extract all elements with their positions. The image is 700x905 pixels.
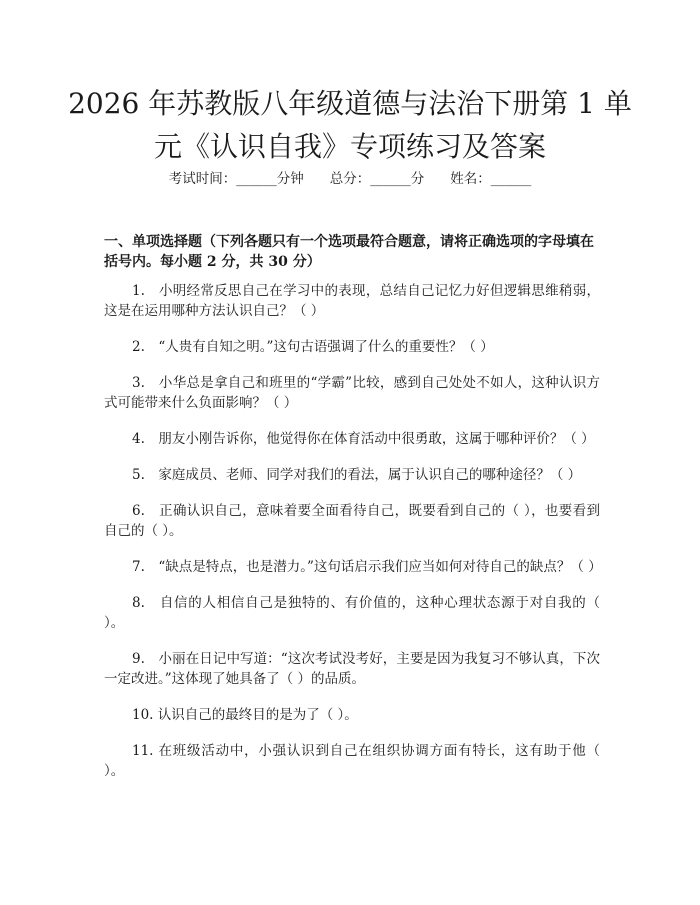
total-score-field: 总分：______分 (329, 171, 425, 187)
question-item: 10. 认识自己的最终目的是为了（ ）。 (132, 707, 358, 723)
title-line-1: 2026 年苏教版八年级道德与法治下册第 1 单 (68, 87, 632, 120)
question-list (104, 281, 600, 797)
document-title (60, 82, 640, 168)
question-item: 11. 在班级活动中，小强认识到自己在组织协调方面有特长，这有助于他（ ）。 (104, 743, 600, 779)
question-item: 9. 小丽在日记中写道：“这次考试没考好，主要是因为我复习不够认真，下次一定改进。”这体现了她具备了（ ）的品质。 (104, 651, 600, 687)
question-item: 4. 朋友小刚告诉你，他觉得你在体育活动中很勇敢，这属于哪种评价？（ ） (132, 431, 595, 447)
question-item: 7. “缺点是特点，也是潜力。”这句话启示我们应当如何对待自己的缺点？（ ） (132, 559, 602, 575)
question-item: 1. 小明经常反思自己在学习中的表现，总结自己记忆力好但逻辑思维稍弱，这是在运用哪种方法认识自己？（ ） (104, 283, 600, 319)
question-item: 8. 自信的人相信自己是独特的、有价值的，这种心理状态源于对自我的（ ）。 (104, 595, 600, 631)
exam-time-field: 考试时间：______分钟 (168, 171, 304, 187)
question-item: 6. 正确认识自己，意味着要全面看待自己，既要看到自己的（ ），也要看到自己的（ ）。 (104, 503, 600, 539)
section-heading: 一、单项选择题（下列各题只有一个选项最符合题意，请将正确选项的字母填在括号内。每小题 2 分，共 30 分） (104, 234, 594, 270)
question-item: 5. 家庭成员、老师、同学对我们的看法，属于认识自己的哪种途径？（ ） (132, 467, 582, 483)
title-line-2: 元《认识自我》专项练习及答案 (153, 130, 546, 163)
name-field: 姓名：______ (450, 171, 532, 187)
question-item: 3. 小华总是拿自己和班里的“学霸”比较，感到自己处处不如人，这种认识方式可能带来什么负面影响？（ ） (104, 375, 600, 411)
question-item: 2. “人贵有自知之明。”这句古语强调了什么的重要性？（ ） (132, 339, 494, 355)
exam-info-line (0, 170, 700, 188)
